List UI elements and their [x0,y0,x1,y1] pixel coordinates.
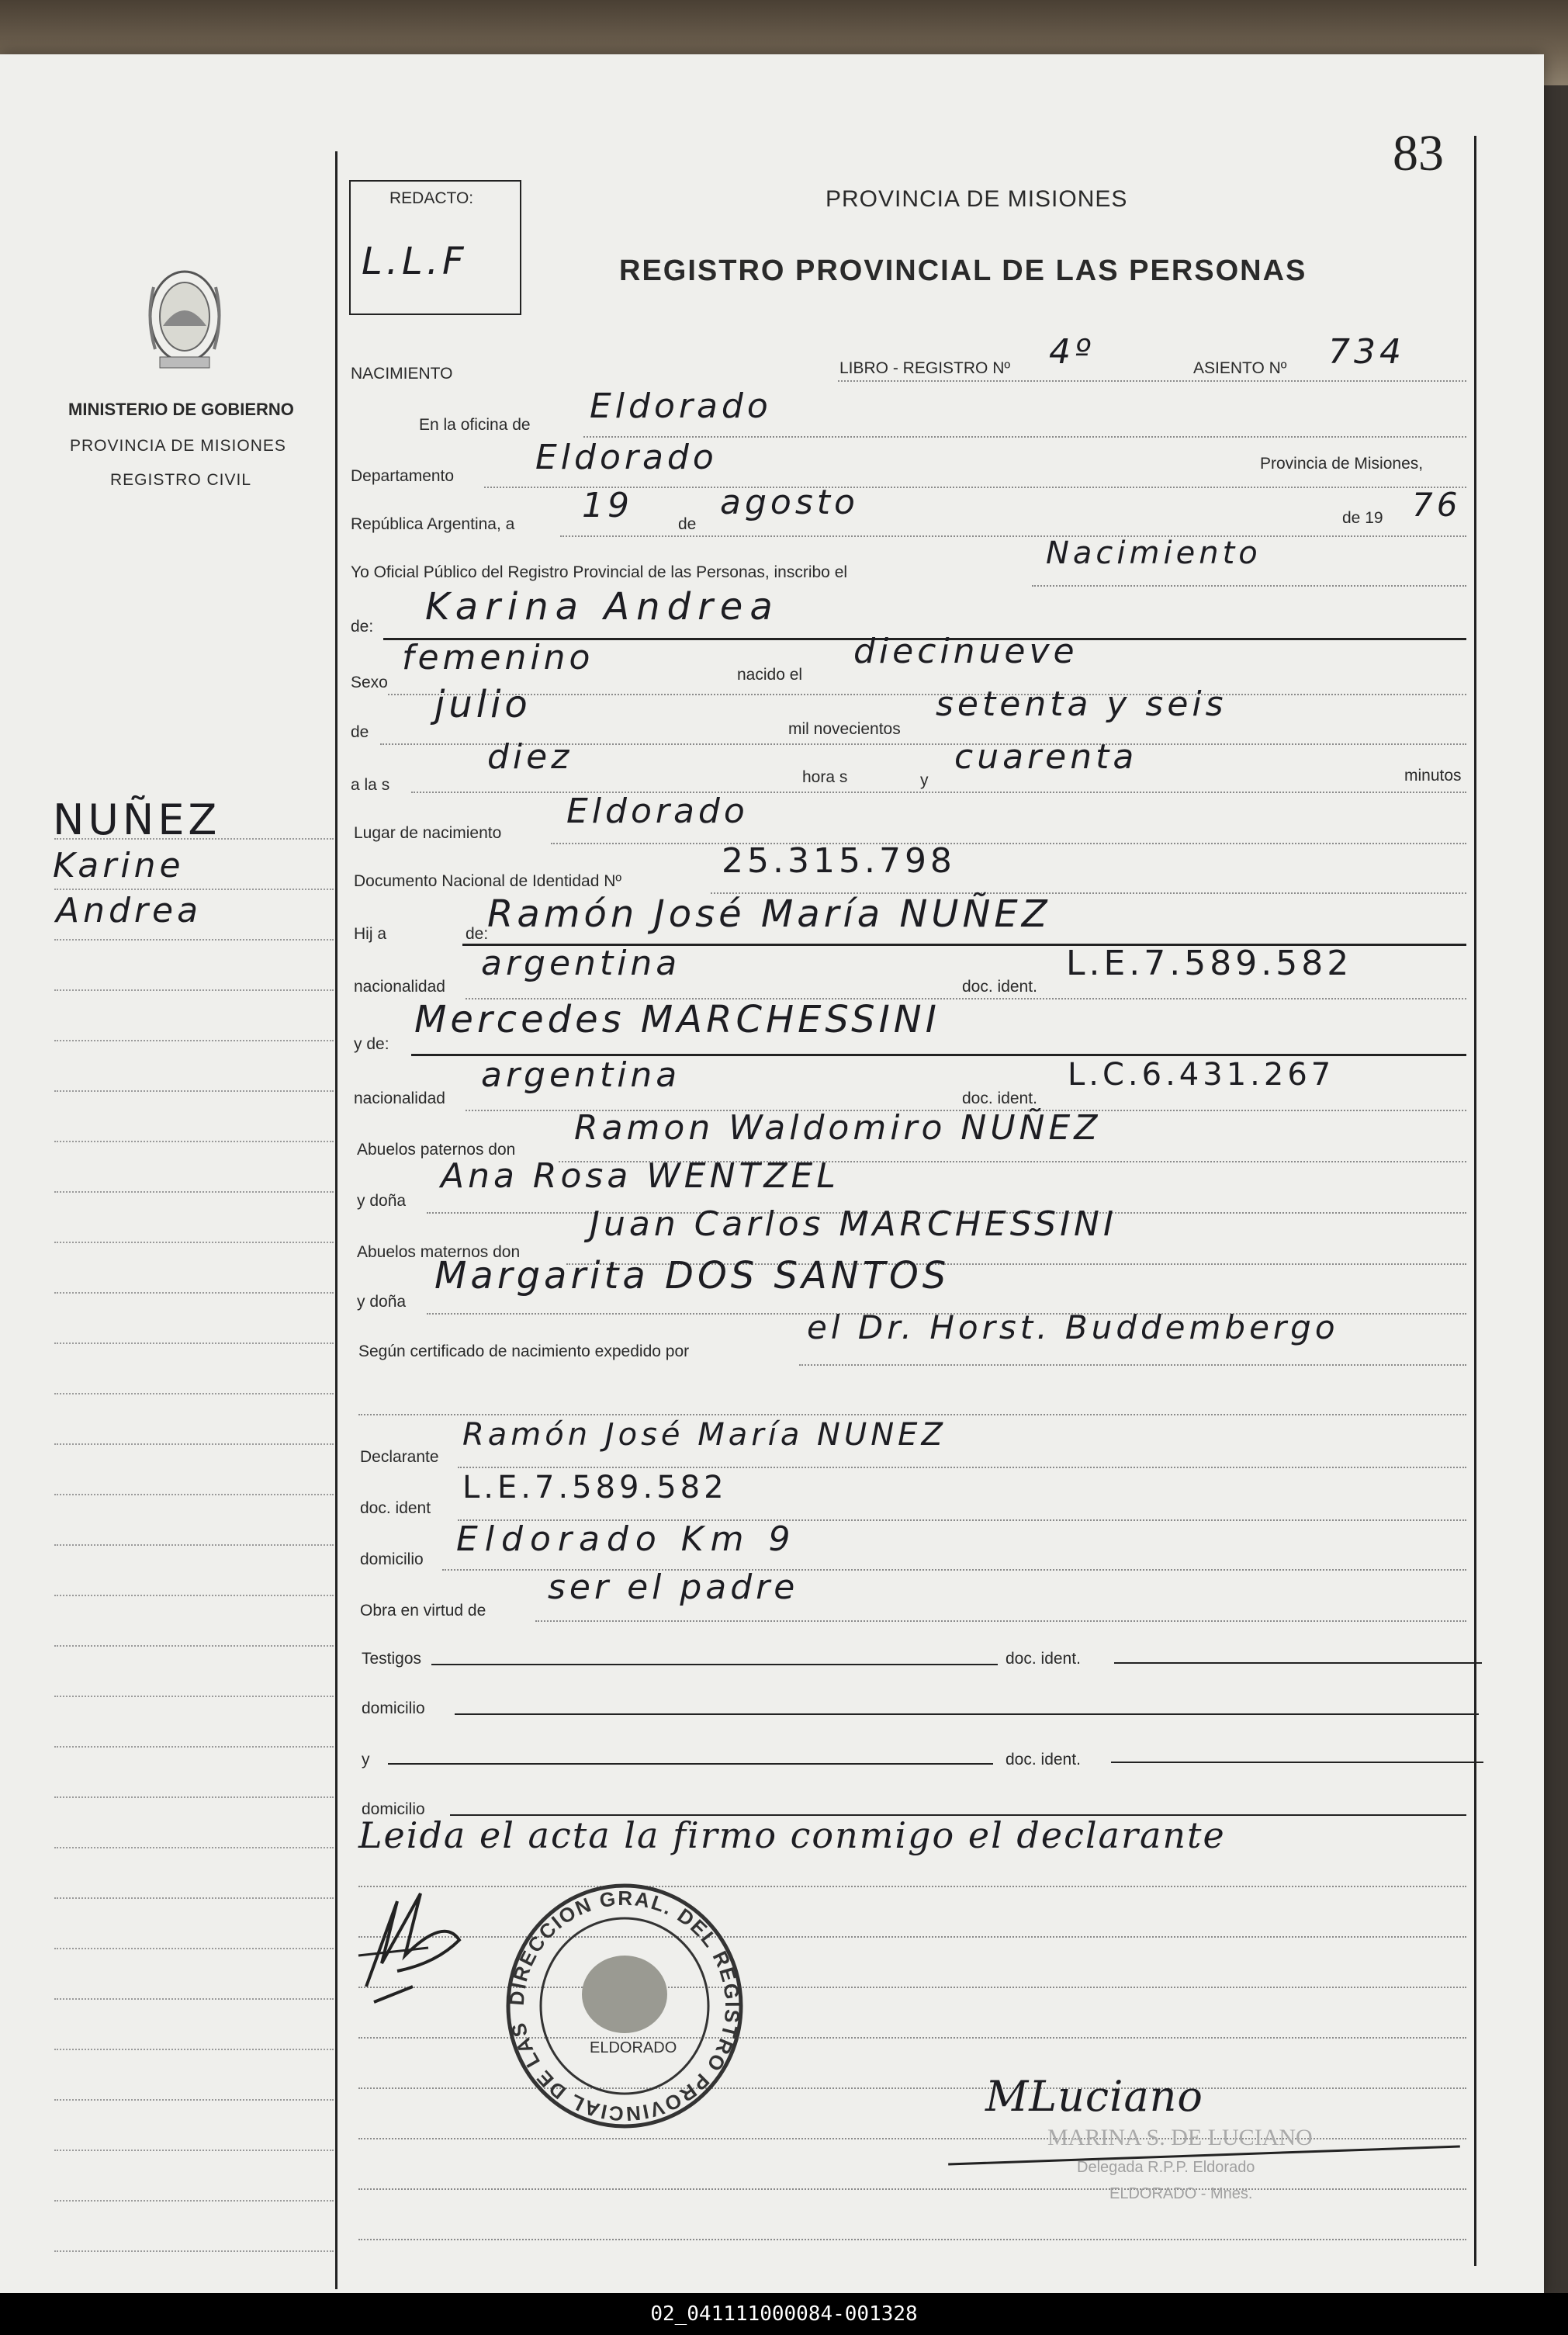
dotted-line [535,1620,1466,1622]
segun-label: Según certificado de nacimiento expedido por [358,1342,690,1360]
dni-label: Documento Nacional de Identidad Nº [354,872,622,890]
dotted-line [560,535,1466,537]
obra-label: Obra en virtud de [360,1602,486,1620]
docident2-label: doc. ident. [962,1090,1037,1107]
docident3-value: L.E.7.589.582 [462,1470,728,1505]
y2-label: y [362,1751,370,1769]
margin-line [54,2200,334,2202]
margin-line [54,1746,334,1748]
margin-first-name: Karine [53,846,185,885]
coat-of-arms-emblem [130,256,239,380]
margin-line [54,1897,334,1899]
dona2-value: Margarita DOS SANTOS [434,1254,950,1297]
declarante-label: Declarante [360,1448,439,1466]
header-province: PROVINCIA DE MISIONES [826,186,1128,212]
a-las-label: a la s [351,776,390,794]
header-registry: REGISTRO PROVINCIAL DE LAS PERSONAS [619,255,1307,287]
margin-line [54,1090,334,1092]
margin-line [54,1948,334,1949]
nac2-value: argentina [481,1055,681,1095]
stamp-place: ELDORADO - Mnes. [1109,2185,1253,2202]
dotted-line [458,1467,1466,1468]
name-label: de: [351,618,374,636]
right-vertical-rule [1474,136,1476,2266]
docident5-label: doc. ident. [1006,1751,1081,1769]
docident1-value: L.E.7.589.582 [1066,944,1353,983]
year-label: de 19 [1342,509,1383,527]
margin-line [54,1242,334,1243]
margin-line [54,1443,334,1445]
register-page [0,54,1544,2293]
y-label: y [920,771,929,789]
ministry-label: MINISTERIO DE GOBIERNO [68,400,294,419]
ab-mat-value: Juan Carlos MARCHESSINI [590,1204,1117,1244]
asiento-label: ASIENTO Nº [1193,359,1287,377]
nacido-value: diecinueve [853,632,1078,671]
domicilio3-label: domicilio [362,1800,425,1818]
stamp-name: MARINA S. DE LUCIANO [1047,2125,1313,2150]
margin-line [54,1847,334,1848]
domicilio2-line [455,1713,1479,1715]
margin-line [54,1544,334,1546]
de-label: de [678,515,697,533]
lugar-value: Eldorado [566,792,749,831]
nacido-label: nacido el [737,666,803,684]
de2-label: de [351,723,369,741]
redacto-label: REDACTO: [389,189,474,207]
footer-id-strip: 02_041111000084-001328 [0,2293,1568,2335]
left-province-label: PROVINCIA DE MISIONES [70,437,286,455]
provincia-suffix: Provincia de Misiones, [1260,455,1424,473]
yde-label: y de: [354,1035,389,1053]
nac2-label: nacionalidad [354,1090,445,1107]
sexo-label: Sexo [351,674,388,691]
margin-line [54,1040,334,1041]
dotted-line [838,380,1466,382]
margin-line [54,2099,334,2101]
dotted-line [388,694,1466,695]
docident1-label: doc. ident. [962,978,1037,996]
dona1-label: y doña [357,1192,407,1210]
sexo-value: femenino [402,638,594,677]
ab-mat-label: Abuelos maternos don [357,1243,521,1261]
father-value: Ramón José María NUÑEZ [487,892,1051,936]
margin-line [54,1292,334,1294]
redacto-box [349,180,521,315]
margin-line [54,1595,334,1596]
republica-label: República Argentina, a [351,515,515,533]
dotted-line [358,2188,1466,2190]
y2-line [388,1763,993,1765]
departamento-value: Eldorado [535,438,718,477]
dotted-line [358,1414,1466,1415]
margin-line [54,939,334,941]
oficina-value: Eldorado [590,386,772,426]
left-vertical-rule [335,151,337,2289]
dona1-value: Ana Rosa WENTZEL [441,1156,839,1196]
name-value: Karina Andrea [425,585,780,629]
hora-label: hora s [802,768,848,786]
dotted-line [551,843,1466,844]
nac1-value: argentina [481,944,681,983]
docident4-label: doc. ident. [1006,1650,1081,1668]
departamento-label: Departamento [351,467,455,485]
margin-line [54,1393,334,1394]
segun-value: el Dr. Horst. Buddembergo [807,1308,1339,1346]
docident5-line [1111,1762,1483,1763]
declarante-value: Ramón José María NUNEZ [462,1417,947,1453]
margin-line [54,1696,334,1697]
margin-line [54,1645,334,1647]
margin-line [54,1494,334,1495]
margin-line [54,1342,334,1344]
testigos-label: Testigos [362,1650,422,1668]
libro-value: 4º [1049,332,1095,372]
dotted-line [358,2239,1466,2240]
domicilio2-label: domicilio [362,1699,425,1717]
registro-civil-label: REGISTRO CIVIL [110,471,252,489]
domicilio1-label: domicilio [360,1550,424,1568]
nac1-label: nacionalidad [354,978,445,996]
libro-label: LIBRO - REGISTRO Nº [839,359,1011,377]
hour-value: diez [487,737,573,777]
ab-pat-label: Abuelos paternos don [357,1141,516,1159]
docident3-label: doc. ident [360,1499,431,1517]
official-seal [497,1878,753,2134]
lugar-label: Lugar de nacimiento [354,824,502,842]
redacto-value: L.L.F [362,240,468,283]
mother-value: Mercedes MARCHESSINI [414,998,940,1041]
seal-inner-text: ELDORADO [590,2039,677,2056]
dotted-line [799,1364,1466,1366]
margin-line [54,2049,334,2050]
hija-label: Hij a [354,925,387,943]
page-number: 83 [1393,125,1444,182]
act-type-label: NACIMIENTO [351,365,453,383]
dotted-line [1032,585,1466,587]
docident4-line [1114,1662,1482,1664]
mil-label: mil novecientos [788,720,901,738]
year-value: 76 [1412,486,1462,524]
stamp-role: Delegada R.P.P. Eldorado [1077,2159,1255,2176]
ab-pat-value: Ramon Waldomiro NUÑEZ [574,1108,1102,1148]
testigos-line [431,1664,998,1665]
inscribo-value: Nacimiento [1046,535,1262,571]
margin-surname: NUÑEZ [53,795,221,844]
margin-line [54,1796,334,1798]
asiento-value: 734 [1328,332,1405,372]
dona2-label: y doña [357,1293,407,1311]
margin-line [54,2250,334,2252]
margin-line [54,1191,334,1193]
inscribo-label: Yo Oficial Público del Registro Provincial de las Personas, inscribo el [351,563,848,581]
docident2-value: L.C.6.431.267 [1068,1057,1335,1093]
month-value: agosto [720,483,859,522]
margin-line [54,1998,334,2000]
hija-de-label: de: [466,925,489,943]
min-value: cuarenta [954,737,1138,777]
declarant-signature [351,1870,490,2025]
official-signature: MLuciano [985,2072,1203,2121]
day-value: 19 [582,486,633,525]
margin-line [54,989,334,991]
obra-value: ser el padre [548,1568,799,1607]
mil-value: setenta y seis [936,684,1227,724]
margin-line [54,2150,334,2151]
margin-second-name: Andrea [56,891,202,930]
dni-value: 25.315.798 [722,841,956,881]
leida-statement: Leida el acta la firmo conmigo el declarante [358,1814,1226,1856]
birth-month-value: julio [434,683,531,726]
oficina-label: En la oficina de [419,416,531,434]
domicilio1-value: Eldorado Km 9 [456,1519,798,1559]
seal-ring-text: DIRECCION GRAL. DEL REGISTRO PROVINCIAL DE LAS [504,1886,745,2126]
margin-line [54,1141,334,1142]
min-label: minutos [1404,767,1462,785]
margin-line [54,889,334,890]
